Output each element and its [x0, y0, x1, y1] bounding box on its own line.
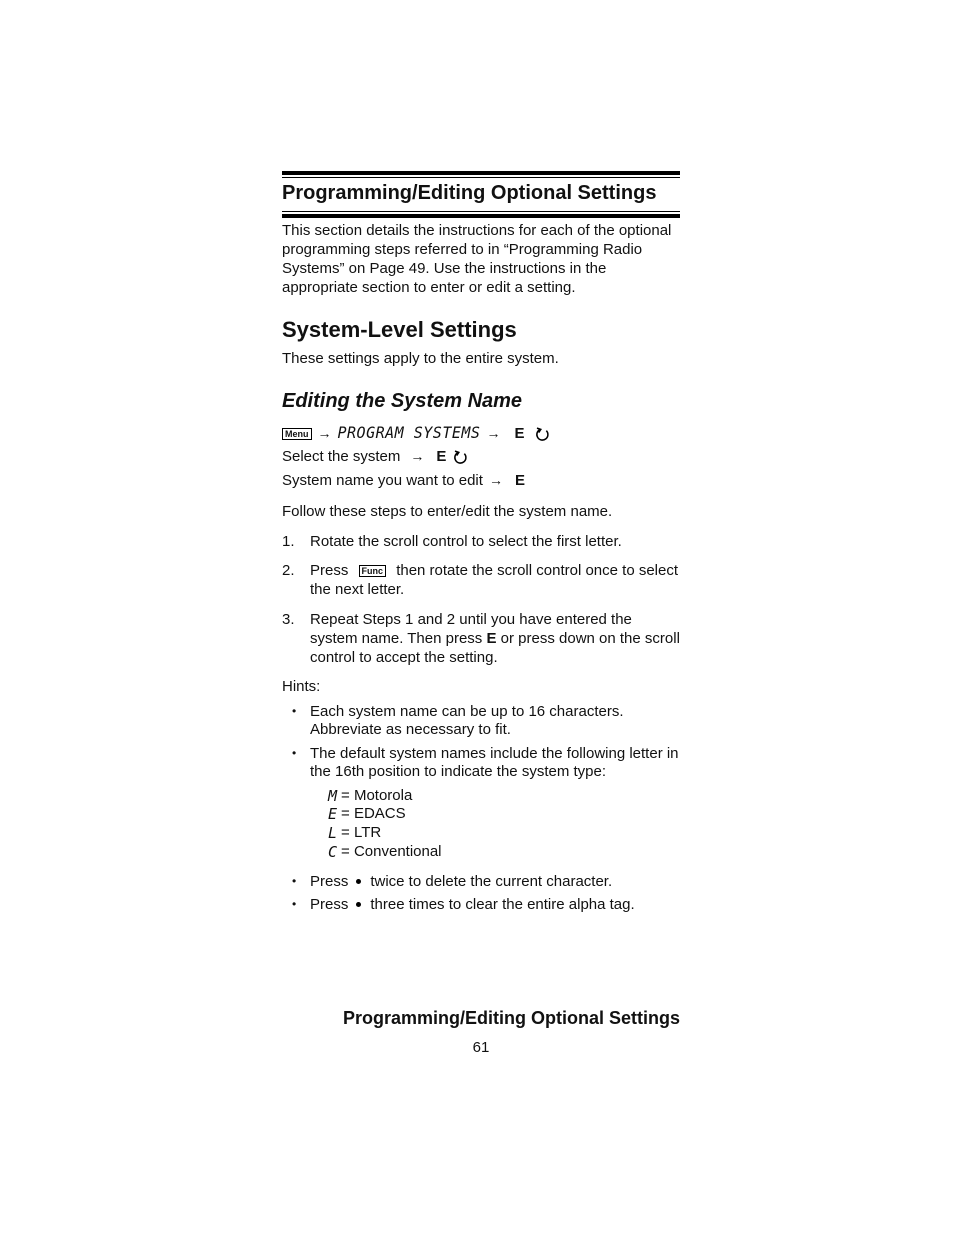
lcd-program-systems: PROGRAM SYSTEMS: [337, 423, 481, 443]
header-rule-top: [282, 171, 680, 175]
system-type-label: = LTR: [341, 824, 382, 841]
select-system-row: [282, 447, 469, 466]
menu-key: Menu: [282, 428, 312, 440]
step-text: [310, 610, 680, 667]
system-level-subtext: These settings apply to the entire system.: [282, 350, 559, 367]
system-name-edit-row: [282, 471, 525, 490]
system-name-edit-text: System name you want to edit: [282, 472, 483, 489]
system-type-label: = EDACS: [341, 805, 406, 822]
header-rule-bottom-thin: [282, 211, 680, 212]
section-title: Programming/Editing Optional Settings: [282, 182, 657, 204]
follow-steps-text: Follow these steps to enter/edit the system name.: [282, 503, 613, 520]
press-label: Press: [310, 873, 349, 890]
step-text: Rotate the scroll control to select the first letter.: [310, 533, 622, 550]
lcd-type-char: L: [328, 824, 338, 842]
bullet-icon: •: [292, 746, 297, 760]
hint-text: Each system name can be up to 16 characters. Abbreviate as necessary to fit.: [310, 703, 624, 738]
rotate-icon: [452, 447, 469, 466]
lcd-type-char: M: [328, 787, 338, 805]
step-text: [310, 561, 680, 599]
dot-key-icon: [356, 879, 361, 884]
arrow-right-icon: →: [488, 472, 503, 488]
e-key: E: [514, 472, 525, 489]
rotate-icon: [534, 424, 551, 443]
system-type-label: = Motorola: [341, 787, 413, 804]
step-number: 3.: [282, 611, 295, 628]
step-text-part: or press down on the scroll control to accept the setting.: [310, 630, 680, 666]
header-rule-top-thin: [282, 177, 680, 178]
press-hint-text: three times to clear the entire alpha tag.: [370, 896, 635, 913]
editing-system-name-heading: Editing the System Name: [282, 390, 523, 412]
arrow-right-icon: →: [486, 425, 501, 441]
footer-title: Programming/Editing Optional Settings: [342, 1008, 680, 1028]
nav-path-row: [282, 424, 551, 443]
arrow-right-icon: →: [317, 425, 332, 441]
hints-label: Hints:: [282, 678, 321, 695]
e-key: E: [514, 425, 525, 442]
press-hint: [310, 873, 680, 891]
press-hint: [310, 896, 680, 914]
intro-paragraph: This section details the instructions for each of the optional programming steps referred to in “Programming Radio Systems” on Page 49. Use the instructions in the appropriate section to enter or edit a setting.: [282, 222, 672, 296]
select-system-text: Select the system: [282, 448, 401, 465]
e-key: E: [436, 448, 447, 465]
header-rule-bottom: [282, 214, 680, 218]
arrow-right-icon: →: [410, 448, 425, 464]
bullet-icon: •: [292, 704, 297, 718]
e-key: E: [486, 630, 497, 647]
page-number: 61: [472, 1039, 490, 1056]
system-type-row: [328, 843, 442, 861]
hint-text: The default system names include the following letter in the 16th position to indicate the system type:: [310, 745, 679, 780]
press-label: Press: [310, 896, 349, 913]
system-type-row: [328, 824, 381, 842]
step-number: 2.: [282, 562, 295, 579]
press-hint-text: twice to delete the current character.: [370, 873, 613, 890]
lcd-type-char: E: [328, 805, 338, 823]
lcd-type-char: C: [328, 843, 338, 861]
step-press-label: Press: [310, 562, 349, 579]
system-type-row: [328, 787, 412, 805]
system-type-row: [328, 805, 406, 823]
step-number: 1.: [282, 533, 295, 550]
system-type-label: = Conventional: [341, 843, 442, 860]
bullet-icon: •: [292, 874, 297, 888]
func-key: Func: [359, 565, 387, 577]
step-rest-text: then rotate the scroll control once to select the next letter.: [310, 562, 679, 598]
step-text-part: Repeat Steps 1 and 2 until you have entered the system name. Then press: [310, 611, 632, 647]
system-level-heading: System-Level Settings: [282, 317, 517, 342]
bullet-icon: •: [292, 897, 297, 911]
dot-key-icon: [356, 902, 361, 907]
